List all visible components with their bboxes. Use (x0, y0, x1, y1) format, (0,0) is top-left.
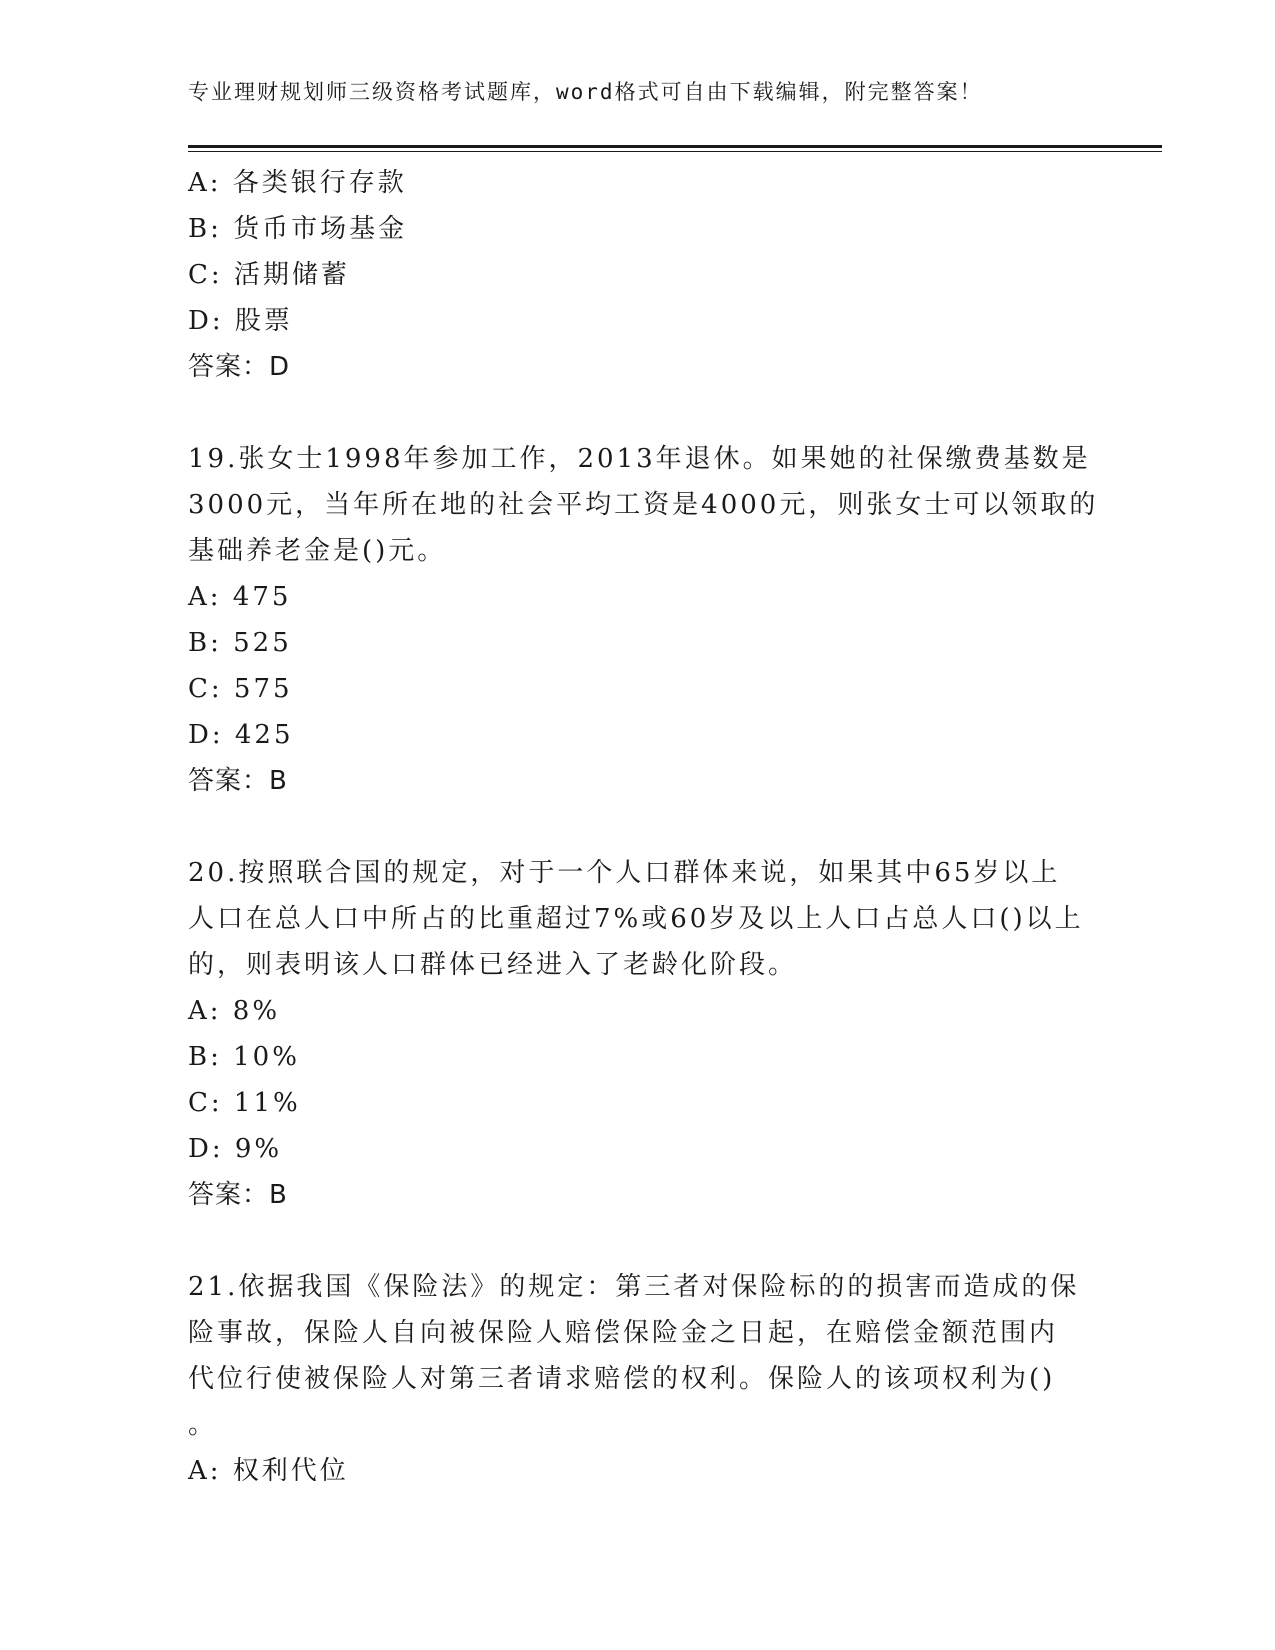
option-a: A: 475 (188, 582, 292, 612)
option-a: A: 各类银行存款 (188, 168, 407, 198)
answer: 答案：B (188, 1180, 288, 1210)
option-a: A: 8% (188, 996, 281, 1026)
question-text-line: 。 (188, 1410, 218, 1440)
question-text-line: 的，则表明该人口群体已经进入了老龄化阶段。 (188, 950, 798, 980)
option-c: C: 11% (188, 1088, 301, 1118)
question-19-block (188, 436, 1099, 804)
header-rule-thick (188, 145, 1162, 148)
question-20-block (188, 850, 1088, 1218)
option-d: D: 9% (188, 1134, 283, 1164)
question-text-line: 21.依据我国《保险法》的规定：第三者对保险标的的损害而造成的保 (188, 1272, 1080, 1302)
option-c: C: 575 (188, 674, 293, 704)
question-21-block (188, 1264, 1088, 1494)
question-text-line: 20.按照联合国的规定，对于一个人口群体来说，如果其中65岁以上 (188, 858, 1061, 888)
option-d: D: 股票 (188, 306, 293, 336)
option-b: B: 525 (188, 628, 292, 658)
page-header: 专业理财规划师三级资格考试题库，word格式可自由下载编辑，附完整答案！ (188, 80, 983, 104)
prev-question-block (188, 160, 1088, 390)
question-text-line: 基础养老金是()元。 (188, 536, 447, 566)
option-b: B: 货币市场基金 (188, 214, 408, 244)
question-text-line: 人口在总人口中所占的比重超过7%或60岁及以上人口占总人口()以上 (188, 904, 1084, 934)
question-text-line: 险事故，保险人自向被保险人赔偿保险金之日起，在赔偿金额范围内 (188, 1318, 1059, 1348)
question-text-line: 代位行使被保险人对第三者请求赔偿的权利。保险人的该项权利为() (188, 1364, 1056, 1394)
option-a: A: 权利代位 (188, 1456, 349, 1486)
question-text-line: 3000元，当年所在地的社会平均工资是4000元，则张女士可以领取的 (188, 490, 1099, 520)
option-d: D: 425 (188, 720, 294, 750)
option-b: B: 10% (188, 1042, 300, 1072)
option-c: C: 活期储蓄 (188, 260, 350, 290)
header-rule-thin (188, 151, 1162, 152)
answer: 答案：B (188, 766, 288, 796)
question-text-line: 19.张女士1998年参加工作，2013年退休。如果她的社保缴费基数是 (188, 444, 1091, 474)
document-body (188, 160, 1099, 1494)
answer: 答案：D (188, 352, 291, 382)
